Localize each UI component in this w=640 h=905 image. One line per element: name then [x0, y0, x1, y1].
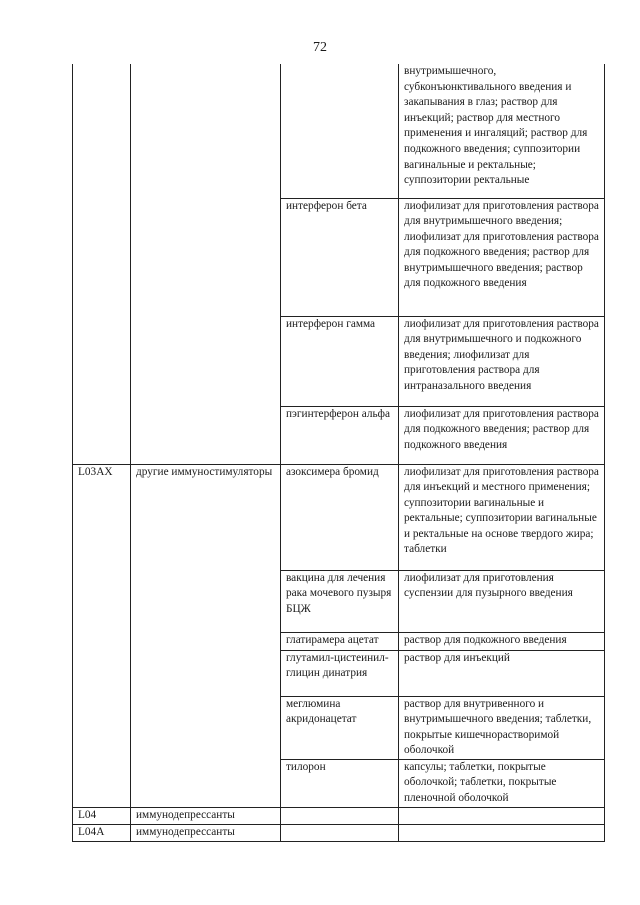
forms-cell: раствор для внутривенного и внутримышечного введения; таблетки, покрытые кишечнорастворимой оболочкой [399, 696, 605, 759]
drug-cell: азоксимера бромид [281, 464, 399, 570]
forms-cell: раствор для инъекций [399, 650, 605, 696]
atc-code-cell [73, 316, 131, 406]
forms-cell: лиофилизат для приготовления раствора для внутримышечного введения; лиофилизат для приготовления раствора для подкожного введения; раствор для внутримышечного введения; раствор для подкожного введения [399, 198, 605, 316]
group-cell [131, 198, 281, 316]
table-row [73, 696, 605, 759]
forms-cell: внутримышечного, субконъюнктивального введения и закапывания в глаз; раствор для инъекций; раствор для местного применения и ингаляций; раствор для подкожного введения; суппозитории вагинальные и ректальные; суппозитории ректальные [399, 64, 605, 198]
group-cell [131, 696, 281, 759]
drug-cell: глутамил-цистеинил-глицин динатрия [281, 650, 399, 696]
drug-cell: тилорон [281, 759, 399, 807]
group-cell [131, 570, 281, 632]
forms-cell: раствор для подкожного введения [399, 632, 605, 650]
forms-cell: лиофилизат для приготовления суспензии для пузырного введения [399, 570, 605, 632]
drug-cell: вакцина для лечения рака мочевого пузыря БЦЖ [281, 570, 399, 632]
table-row [73, 464, 605, 570]
table-row [73, 570, 605, 632]
drug-cell [281, 824, 399, 841]
table-row [73, 824, 605, 841]
drug-cell: интерферон бета [281, 198, 399, 316]
page-number: 72 [313, 40, 327, 55]
table-row [73, 64, 605, 198]
atc-code-cell [73, 759, 131, 807]
drug-table [72, 64, 605, 842]
forms-cell: лиофилизат для приготовления раствора для инъекций и местного применения; суппозитории вагинальные и ректальные; суппозитории вагинальные и ректальные на основе твердого жира; таблетки [399, 464, 605, 570]
forms-cell [399, 824, 605, 841]
group-cell: другие иммуностимуляторы [131, 464, 281, 570]
table-row [73, 632, 605, 650]
atc-code-cell [73, 570, 131, 632]
atc-code-cell [73, 406, 131, 464]
atc-code-cell: L03AX [73, 464, 131, 570]
drug-cell: интерферон гамма [281, 316, 399, 406]
table-row [73, 650, 605, 696]
group-cell [131, 316, 281, 406]
group-cell [131, 650, 281, 696]
drug-cell [281, 807, 399, 824]
group-cell [131, 406, 281, 464]
atc-code-cell [73, 198, 131, 316]
table-row [73, 807, 605, 824]
forms-cell: лиофилизат для приготовления раствора для подкожного введения; раствор для подкожного введения [399, 406, 605, 464]
atc-code-cell: L04A [73, 824, 131, 841]
group-cell [131, 632, 281, 650]
forms-cell: капсулы; таблетки, покрытые оболочкой; таблетки, покрытые пленочной оболочкой [399, 759, 605, 807]
atc-code-cell [73, 696, 131, 759]
group-cell: иммунодепрессанты [131, 824, 281, 841]
atc-code-cell [73, 64, 131, 198]
group-cell [131, 64, 281, 198]
drug-cell: пэгинтерферон альфа [281, 406, 399, 464]
forms-cell [399, 807, 605, 824]
atc-code-cell [73, 632, 131, 650]
drug-cell: меглюмина акридонацетат [281, 696, 399, 759]
atc-code-cell [73, 650, 131, 696]
table-row [73, 316, 605, 406]
group-cell [131, 759, 281, 807]
forms-cell: лиофилизат для приготовления раствора для внутримышечного и подкожного введения; лиофилизат для приготовления раствора для интраназального введения [399, 316, 605, 406]
table-row [73, 406, 605, 464]
drug-cell [281, 64, 399, 198]
group-cell: иммунодепрессанты [131, 807, 281, 824]
table-row [73, 198, 605, 316]
table-row [73, 759, 605, 807]
drug-cell: глатирамера ацетат [281, 632, 399, 650]
atc-code-cell: L04 [73, 807, 131, 824]
